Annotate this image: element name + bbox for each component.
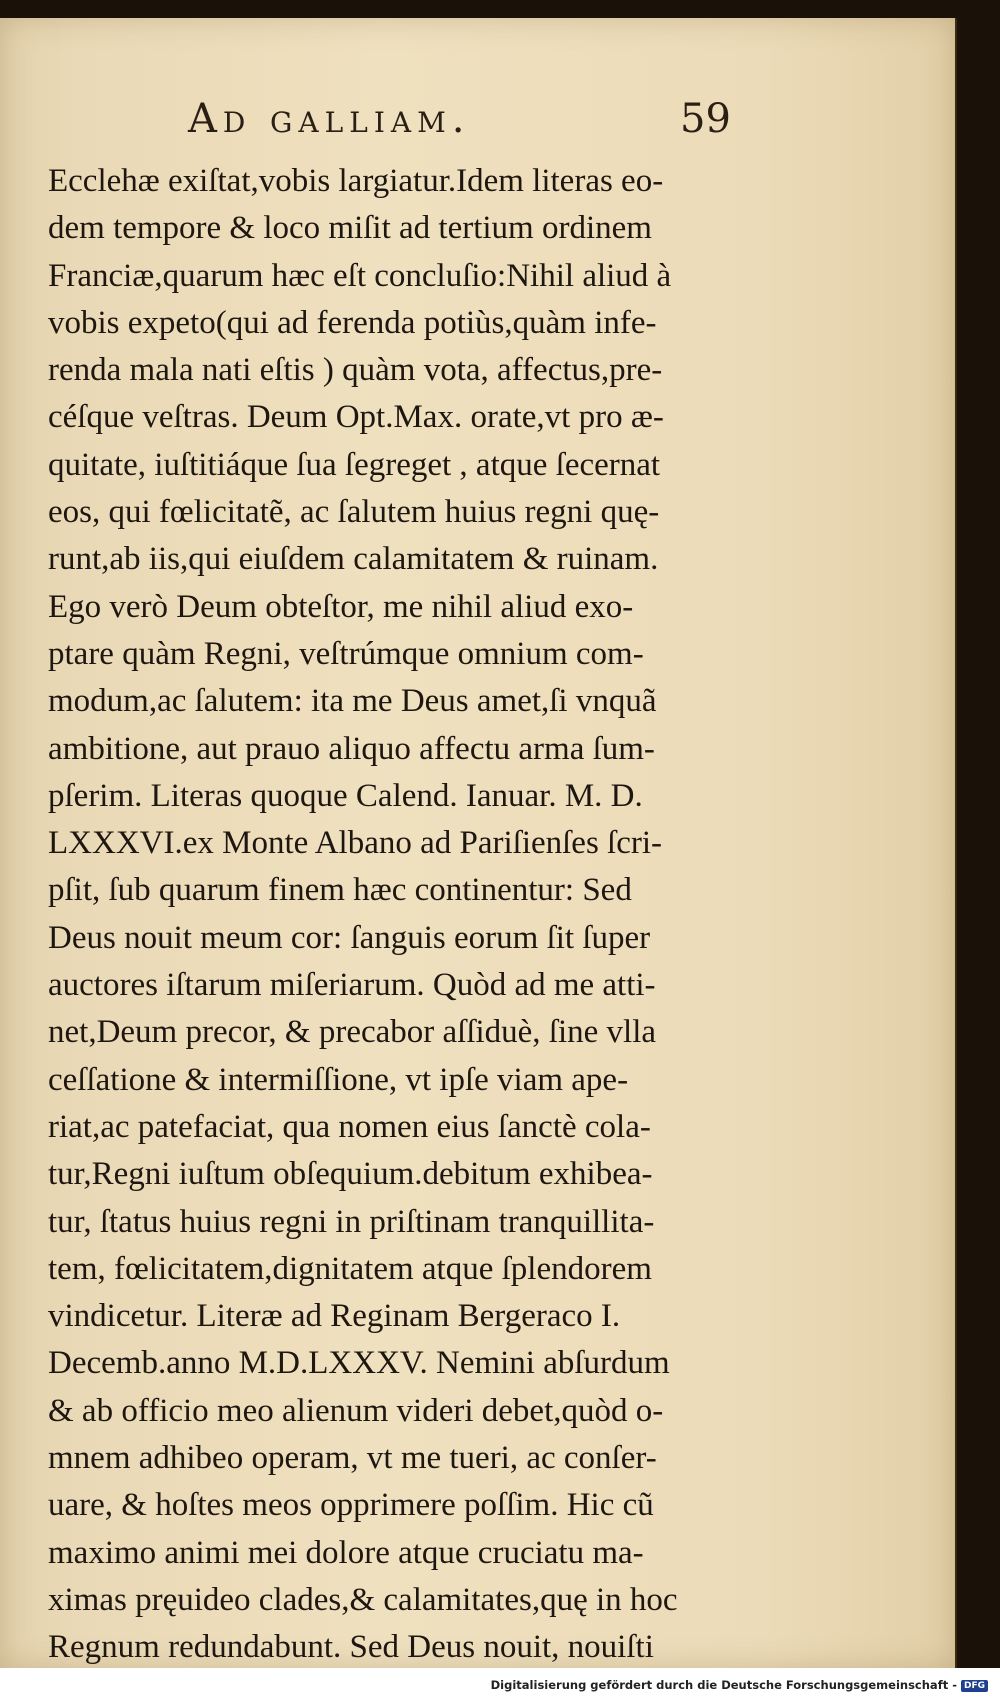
text-line: Decemb.anno M.D.LXXXV. Nemini abſurdum — [48, 1345, 670, 1382]
text-line: runt,ab iis,qui eiuſdem calamitatem & ruinam. — [48, 541, 659, 578]
text-line: tem, fœlicitatem,dignitatem atque ſplendorem — [48, 1250, 652, 1287]
text-line: Ego verò Deum obteſtor, me nihil aliud exo- — [48, 588, 634, 625]
text-line: riat,ac patefaciat, qua nomen eius ſanctè cola- — [48, 1108, 651, 1145]
text-line: quitate, iuſtitiáque ſua ſegreget , atque ſecernat — [48, 446, 661, 483]
running-head: Ad galliam. — [188, 96, 471, 142]
text-line: & ab officio meo alienum videri debet,quòd o- — [48, 1392, 664, 1429]
page-header — [0, 96, 955, 156]
text-line: dem tempore & loco miſit ad tertium ordinem — [48, 210, 652, 247]
text-line: auctores iſtarum miſeriarum. Quòd ad me atti- — [48, 967, 656, 1004]
text-line: céſque veſtras. Deum Opt.Max. orate,vt pro æ- — [48, 399, 664, 436]
text-line: mnem adhibeo operam, vt me tueri, ac conſer- — [48, 1440, 657, 1477]
text-line: renda mala nati eſtis ) quàm vota, affectus,pre- — [48, 352, 663, 389]
dfg-logo-icon: DFG — [961, 1680, 988, 1692]
text-line: Ecclehæ exiſtat,vobis largiatur.Idem literas eo- — [48, 163, 664, 199]
text-line: tur, ſtatus huius regni in priſtinam tranquillita- — [48, 1203, 655, 1240]
text-line: tur,Regni iuſtum obſequium.debitum exhibea- — [48, 1156, 653, 1193]
text-line: ambitione, aut prauo aliquo affectu arma ſum- — [48, 730, 655, 767]
text-line: Franciæ,quarum hæc eſt concluſio:Nihil aliud à — [48, 257, 672, 294]
text-line: net,Deum precor, & precabor aſſiduè, ſine vlla — [48, 1014, 657, 1051]
page-number: 59 — [680, 96, 731, 142]
text-line: maximo animi mei dolore atque cruciatu ma- — [48, 1534, 644, 1571]
book-page — [0, 18, 957, 1668]
credit-label: Digitalisierung gefördert durch die Deutsche Forschungsgemeinschaft - — [490, 1678, 957, 1692]
text-line: Regnum redundabunt. Sed Deus nouit, nouiſti — [48, 1629, 654, 1666]
credit-text — [491, 1678, 988, 1692]
body-text — [48, 158, 748, 1672]
text-line: LXXXVI.ex Monte Albano ad Pariſienſes ſcri- — [48, 825, 663, 862]
text-line: vindicetur. Literæ ad Reginam Bergeraco I. — [48, 1298, 621, 1335]
text-line: vobis expeto(qui ad ferenda potiùs,quàm infe- — [48, 304, 657, 341]
text-line: ximas pręuideo clades,& calamitates,quę in hoc — [48, 1581, 678, 1618]
text-line: modum,ac ſalutem: ita me Deus amet,ſi vnquã — [48, 683, 657, 720]
text-line: pſerim. Literas quoque Calend. Ianuar. M. D. — [48, 777, 643, 814]
text-line: ceſſatione & intermiſſione, vt ipſe viam ape- — [48, 1061, 629, 1098]
text-line: uare, & hoſtes meos opprimere poſſim. Hic cũ — [48, 1487, 654, 1524]
digitization-credit-bar — [0, 1668, 1000, 1698]
text-line: ptare quàm Regni, veſtrúmque omnium com- — [48, 635, 644, 672]
text-line: pſit, ſub quarum finem hæc continentur: Sed — [48, 872, 632, 909]
text-line: eos, qui fœlicitatẽ, ac ſalutem huius regni quę- — [48, 494, 660, 531]
text-line: Deus nouit meum cor: ſanguis eorum ſit ſuper — [48, 919, 651, 956]
